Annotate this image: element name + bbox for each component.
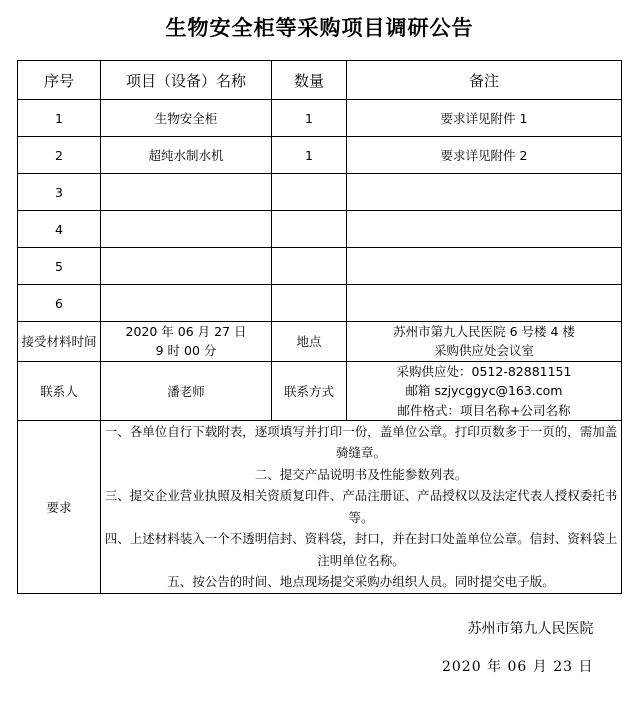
cell-note [347, 174, 622, 211]
procurement-table [17, 60, 622, 594]
page-title: 生物安全柜等采购项目调研公告 [165, 15, 474, 40]
cell-qty [272, 174, 347, 211]
contact-label: 联系人 [18, 361, 101, 420]
cell-note [347, 285, 622, 322]
table-row [18, 248, 622, 285]
cell-name: 超纯水制水机 [101, 137, 272, 174]
document-page [0, 12, 639, 720]
column-header-name: 项目（设备）名称 [101, 61, 272, 100]
contact-method-label: 联系方式 [272, 361, 347, 420]
requirements-row [18, 420, 622, 593]
cell-name [101, 211, 272, 248]
place-line-1: 苏州市第九人民医院 6 号楼 4 楼 [393, 324, 575, 339]
cell-name: 生物安全柜 [101, 100, 272, 137]
cell-seq: 5 [18, 248, 101, 285]
place-label: 地点 [272, 322, 347, 362]
issuing-organization: 苏州市第九人民医院 [467, 620, 594, 637]
contact-name: 潘老师 [101, 361, 272, 420]
place-value [347, 322, 622, 362]
requirements-body [101, 420, 622, 593]
column-header-seq: 序号 [18, 61, 101, 100]
acceptance-time-value [101, 322, 272, 362]
cell-seq: 2 [18, 137, 101, 174]
cell-note [347, 248, 622, 285]
cell-qty [272, 248, 347, 285]
requirement-item: 四、上述材料装入一个不透明信封、资料袋，封口，并在封口处盖单位公章。信封、资料袋上注明单位名称。 [104, 531, 618, 568]
requirements-label: 要求 [18, 420, 101, 593]
contact-phone: 采购供应处：0512-82881151 [396, 363, 572, 379]
document-footer [20, 618, 620, 676]
place-line-2: 采购供应处会议室 [433, 343, 534, 359]
table-header-row [18, 61, 622, 100]
table-body [18, 100, 622, 594]
acceptance-time-date: 2020 年 06 月 27 日 [125, 324, 247, 339]
requirement-item: 三、提交企业营业执照及相关资质复印件、产品注册证、产品授权以及法定代表人授权委托书等。 [104, 488, 618, 525]
cell-qty: 1 [272, 100, 347, 137]
issue-date: 2020 年 06 月 23 日 [441, 658, 594, 675]
acceptance-time-label: 接受材料时间 [18, 322, 101, 362]
requirement-item: 五、按公告的时间、地点现场提交采购办组织人员。同时提交电子版。 [167, 574, 555, 590]
cell-seq: 6 [18, 285, 101, 322]
cell-note: 要求详见附件 1 [347, 100, 622, 137]
requirement-item: 一、各单位自行下载附表，逐项填写并打印一份，盖单位公章。打印页数多于一页的，需加盖骑缝章。 [104, 423, 618, 461]
contact-method-value [347, 361, 622, 420]
cell-seq: 1 [18, 100, 101, 137]
table-row [18, 285, 622, 322]
table-header [18, 61, 622, 100]
requirement-item: 二、提交产品说明书及性能参数列表。 [254, 466, 468, 482]
cell-note: 要求详见附件 2 [347, 137, 622, 174]
column-header-qty: 数量 [272, 61, 347, 100]
cell-seq: 3 [18, 174, 101, 211]
column-header-note: 备注 [347, 61, 622, 100]
table-row [18, 211, 622, 248]
contact-email: 邮箱 szjycggyc@163.com [405, 383, 563, 399]
acceptance-time-row [18, 322, 622, 362]
cell-seq: 4 [18, 211, 101, 248]
cell-note [347, 211, 622, 248]
cell-qty [272, 285, 347, 322]
cell-qty: 1 [272, 137, 347, 174]
cell-name [101, 285, 272, 322]
table-row [18, 137, 622, 174]
table-row [18, 100, 622, 137]
contact-row [18, 361, 622, 420]
acceptance-time-clock: 9 时 00 分 [155, 343, 217, 359]
table-row [18, 174, 622, 211]
cell-qty [272, 211, 347, 248]
contact-email-format: 邮件格式：项目名称+公司名称 [397, 402, 571, 418]
cell-name [101, 248, 272, 285]
cell-name [101, 174, 272, 211]
